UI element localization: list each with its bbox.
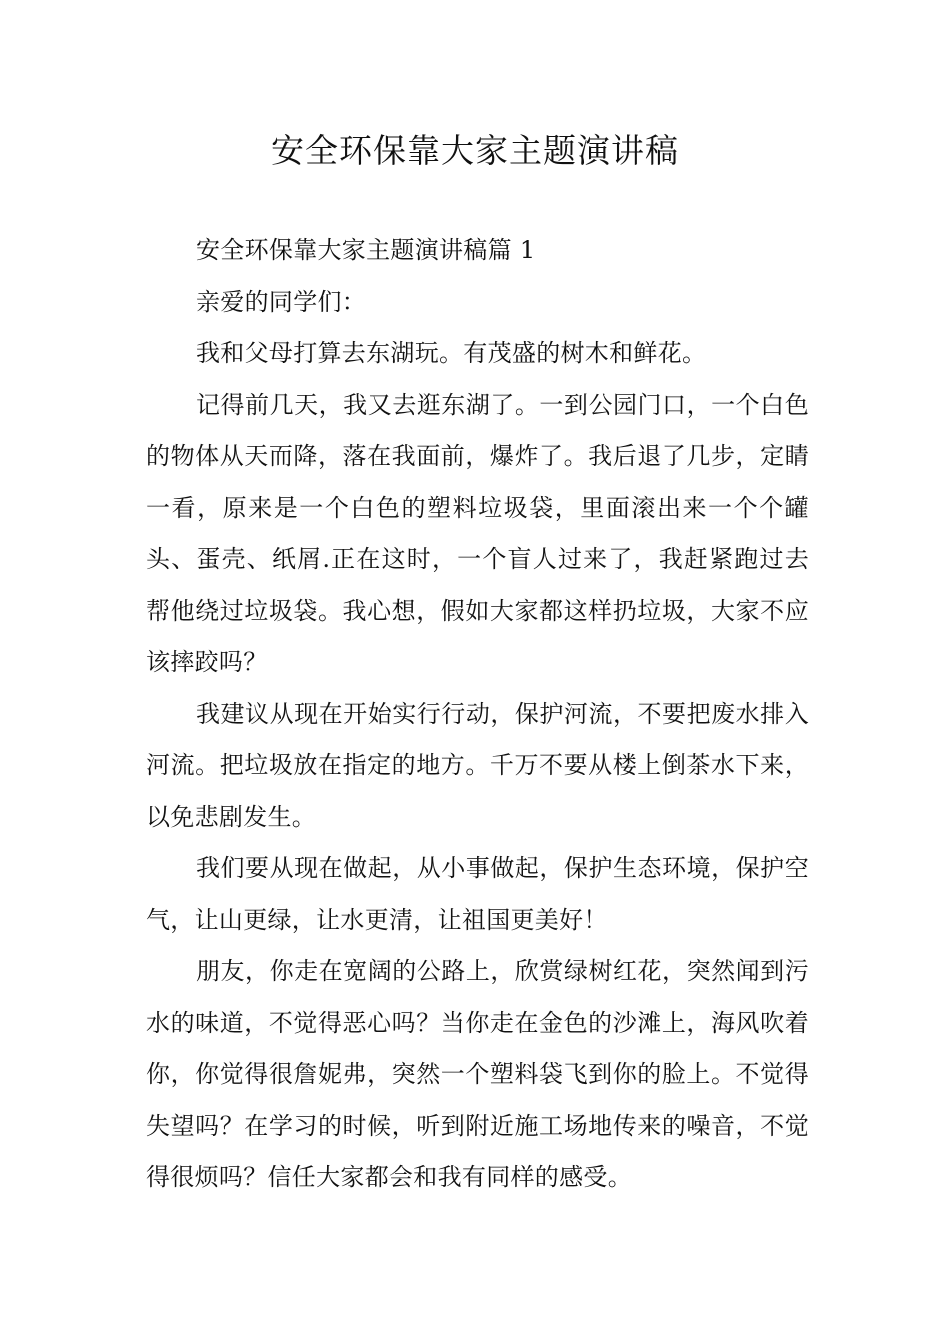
paragraph: 记得前几天，我又去逛东湖了。一到公园门口，一个白色的物体从天而降，落在我面前，爆炸了。我后退了几步，定睛一看，原来是一个白色的塑料垃圾袋，里面滚出来一个个罐头、蛋壳、纸屑.正在这时，一个盲人过来了，我赶紧跑过去帮他绕过垃圾袋。我心想，假如大家都这样扔垃圾，大家不应该摔跤吗？ [146, 390, 809, 676]
paragraph: 我们要从现在做起，从小事做起，保护生态环境，保护空气，让山更绿，让水更清，让祖国更美好！ [146, 854, 809, 934]
paragraph-salutation: 亲爱的同学们： [196, 287, 367, 316]
paragraph: 我建议从现在开始实行行动，保护河流，不要把废水排入河流。把垃圾放在指定的地方。千万不要从楼上倒茶水下来，以免悲剧发生。 [146, 699, 809, 831]
document-body [146, 225, 809, 1204]
paragraph: 我和父母打算去东湖玩。有茂盛的树木和鲜花。 [196, 339, 707, 367]
paragraph: 朋友，你走在宽阔的公路上，欣赏绿树红花，突然闻到污水的味道，不觉得恶心吗？当你走在金色的沙滩上，海风吹着你，你觉得很詹妮弗，突然一个塑料袋飞到你的脸上。不觉得失望吗？在学习的时候，听到附近施工场地传来的噪音，不觉得很烦吗？信任大家都会和我有同样的感受。 [146, 957, 809, 1191]
document-title: 安全环保靠大家主题演讲稿 [271, 131, 679, 170]
paragraph-heading: 安全环保靠大家主题演讲稿篇 1 [196, 236, 536, 264]
